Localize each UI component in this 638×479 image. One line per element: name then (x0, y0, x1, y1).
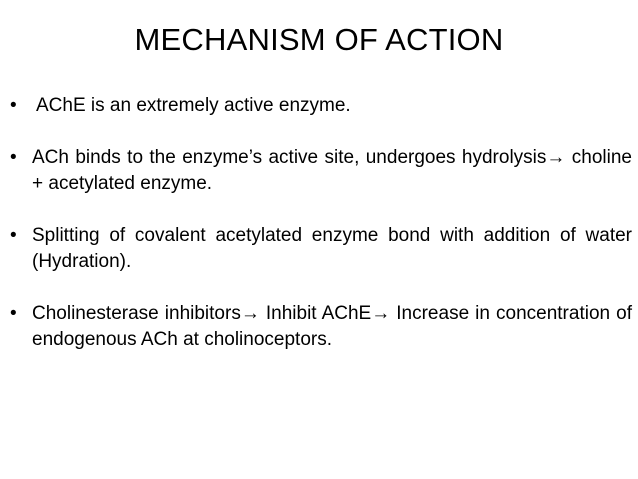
bullet-item (10, 145, 632, 197)
bullet-dot-icon: • (10, 225, 17, 246)
bullet-dot-icon: • (10, 95, 17, 116)
bullet-item (10, 301, 632, 353)
slide-title: MECHANISM OF ACTION (134, 22, 504, 57)
bullet-item (10, 223, 632, 275)
bullet-dot-icon: • (10, 303, 17, 324)
bullet-text: Cholinesterase inhibitors→ Inhibit AChE→ Increase in concentration of endogenous ACh at cholinoceptors. (32, 303, 632, 350)
bullet-text: ACh binds to the enzyme’s active site, undergoes hydrolysis→ choline + acetylated enzyme. (32, 147, 632, 194)
bullet-dot-icon: • (10, 147, 17, 168)
bullet-text: AChE is an extremely active enzyme. (36, 95, 351, 116)
bullet-item (10, 93, 632, 119)
bullet-list (10, 93, 632, 379)
bullet-text: Splitting of covalent acetylated enzyme bond with addition of water (Hydration). (32, 225, 632, 272)
